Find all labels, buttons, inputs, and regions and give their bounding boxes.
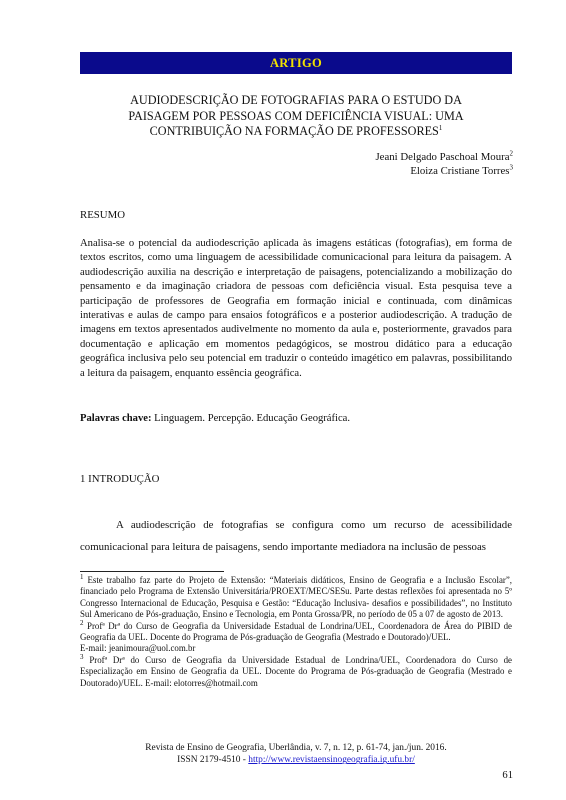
footnote-divider: [80, 571, 224, 572]
author-2-footnote-ref[interactable]: 3: [509, 163, 513, 172]
page-footer: [80, 742, 512, 767]
keywords-label: Palavras chave:: [80, 413, 152, 424]
article-title: [80, 93, 512, 140]
issn-line: ISSN 2179-4510 - http://www.revistaensinogeografia.ig.ufu.br/: [177, 755, 415, 766]
footnote-2-email: E-mail: jeanimoura@uol.com.br: [80, 643, 196, 654]
section-label: ARTIGO: [269, 56, 323, 70]
keywords: [80, 413, 512, 424]
title-line-2: PAISAGEM POR PESSOAS COM DEFICIÊNCIA VISUAL: UMA: [128, 108, 464, 123]
title-footnote-ref[interactable]: 1: [438, 124, 443, 133]
abstract-body: Analisa-se o potencial da audiodescrição aplicada às imagens estáticas (fotografias), em forma de textos escritos, como uma linguagem de acessibilidade comunicacional para leitura da paisagem. A audiodescrição auxilia na descrição e interpretação de paisagens, potencializando a mobilização do pensamento e da imaginação criadora de pessoas com deficiência visual. Esta pesquisa teve a participação de professores de Geografia em formação inicial e continuada, com dinâmicas interativas e aulas de campo para ensaios fotográficos e a posterior audiodescrição. A tradução de imagens em textos apresentados audivelmente no momento da aula e, posteriormente, gravados para documentação e aplicação em momentos pedagógicos, se mostrou didático para a educação geográfica inclusiva pelo seu potencial em traduzir o conteúdo imagético em palavras, possibilitando a leitura da paisagem, enquanto essência geográfica.: [80, 238, 512, 379]
section-banner: [80, 52, 512, 74]
author-1-footnote-ref[interactable]: 2: [509, 149, 513, 158]
title-line-1: AUDIODESCRIÇÃO DE FOTOGRAFIAS PARA O ESTUDO DA: [130, 93, 462, 107]
footnote-1: $^1$ Este trabalho faz parte do Projeto de Extensão: “Materiais didáticos, Ensino de Geografia e a Inclusão Escolar”, financiado pelo Programa de Extensão Universitária/PROEXT/MEC/SESu. Parte destas reflexões foi apresentada no 5º Congresso Internacional de Educação, Pesquisa e Gestão: “Educação Inclusiva- desafios e possibilidades”, no Instituto Sul Americano de Pós-graduação, Ensino e Tecnologia, em Ponta Grossa/PR, no período de 05 a 07 de agosto de 2013.: [80, 573, 512, 620]
footnote-3: $^3$ Profª Drª do Curso de Geografia da Universidade Estadual de Londrina/UEL, Coordenadora do Curso de Especialização em Ensino de Geografia da UEL. Docente do Programa de Pós-graduação de Geografia (Mestrado e Doutorado)/UEL. E-mail: elotorres@hotmail.com: [80, 652, 512, 688]
introduction-heading: 1 INTRODUÇÃO: [80, 473, 160, 485]
title-line-3: CONTRIBUIÇÃO NA FORMAÇÃO DE PROFESSORES$^1$: [149, 124, 443, 139]
author-1: Jeani Delgado Paschoal Moura$^2$: [375, 149, 513, 163]
author-2: Eloiza Cristiane Torres$^3$: [410, 163, 513, 177]
introduction-paragraph: A audiodescrição de fotografias se configura como um recurso de acessibilidade comunicacional para leitura de paisagens, sendo importante mediadora na inclusão de pessoas: [80, 519, 512, 553]
page-number: 61: [502, 770, 513, 781]
abstract-heading: RESUMO: [80, 209, 125, 221]
footnote-2: $^2$ Profª Drª do Curso de Geografia da Universidade Estadual de Londrina/UEL, Coordenadora de Área do PIBID de Geografia da UEL. Docente do Programa de Pós-graduação de Geografia (Mestrado e Doutorado)/UEL. E-mail: jeanimoura@uol.com.br: [80, 618, 513, 654]
author-list: [375, 150, 513, 178]
keywords-text: Linguagem. Percepção. Educação Geográfica.: [154, 413, 351, 424]
footnotes: [80, 575, 512, 689]
journal-link[interactable]: http://www.revistaensinogeografia.ig.ufu.br/: [248, 755, 415, 766]
journal-citation: Revista de Ensino de Geografia, Uberlândia, v. 7, n. 12, p. 61-74, jan./jun. 2016.: [145, 743, 447, 753]
